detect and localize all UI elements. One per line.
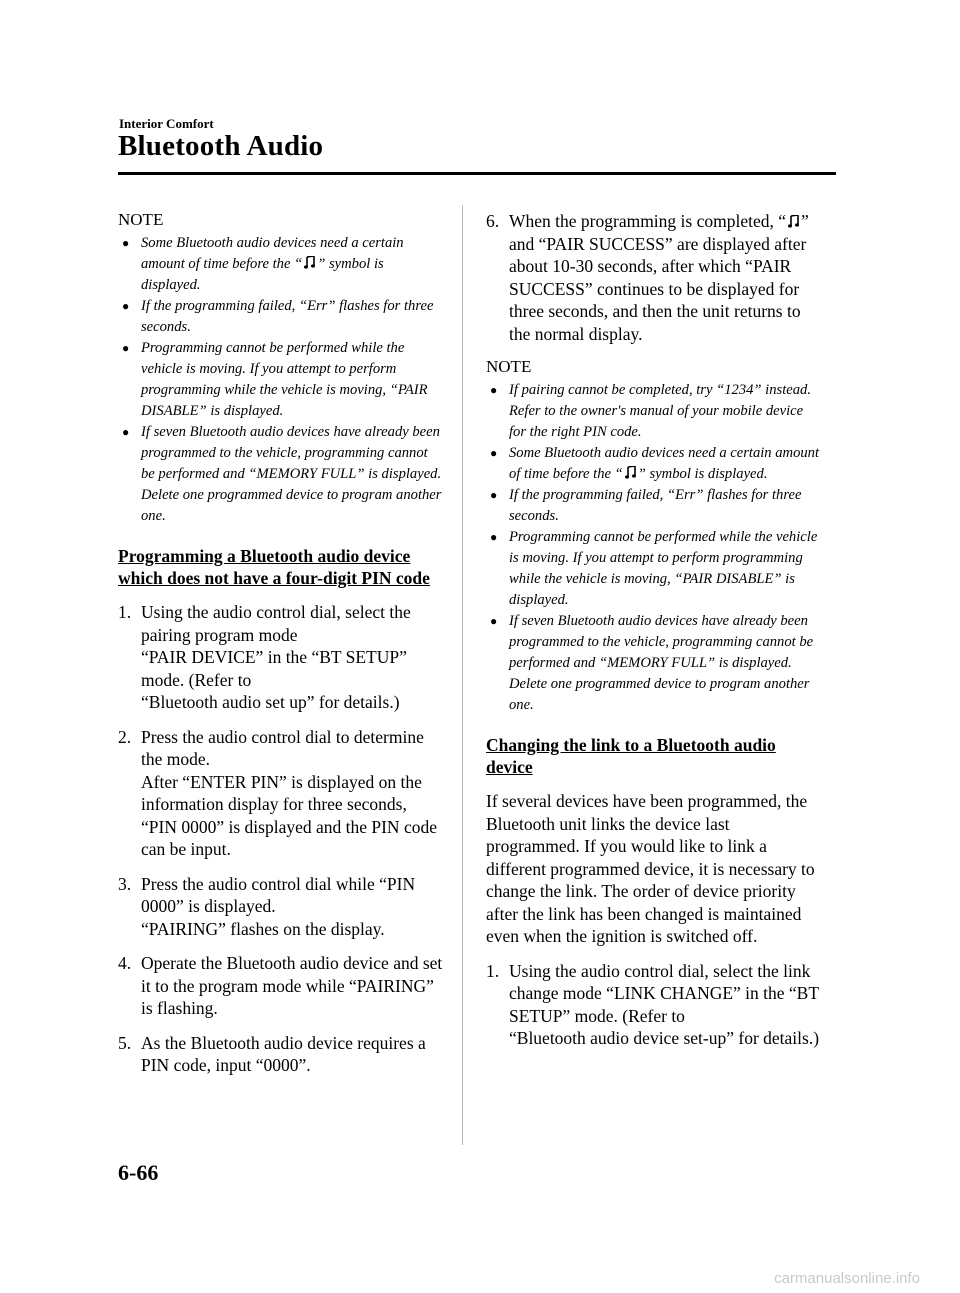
note-item: ● Programming cannot be performed while the vehicle is moving. If you attempt to perform programming while the vehicle is moving, “PAIR DISABLE” is displayed. (490, 529, 818, 608)
note-item: ● Some Bluetooth audio devices need a certain amount of time before the “ ” symbol is displayed. (122, 235, 404, 293)
note-item: ● Programming cannot be performed while the vehicle is moving. If you attempt to perform programming while the vehicle is moving, “PAIR DISABLE” is displayed. (122, 340, 428, 419)
bullet-icon: ● (122, 425, 130, 439)
step-item: 5. As the Bluetooth audio device requires a PIN code, input “0000”. (118, 1032, 426, 1075)
step-item: 2. Press the audio control dial to determine the mode. After “ENTER PIN” is displayed on the information display for three seconds, “PIN 0000” is displayed and the PIN code can be input. (118, 726, 437, 859)
step-item: 4. Operate the Bluetooth audio device and set it to the program mode while “PAIRING” is flashing. (118, 953, 443, 1018)
bullet-icon: ● (122, 236, 130, 250)
section-subheading: Programming a Bluetooth audio device which does not have a four-digit PIN code (118, 546, 430, 588)
note-item: ● If pairing cannot be completed, try “1234” instead. Refer to the owner's manual of your mobile device for the right PIN code. (490, 382, 811, 440)
left-column (118, 210, 443, 1089)
step-list (118, 601, 443, 1077)
note-item: ● If seven Bluetooth audio devices have already been programmed to the vehicle, programming cannot be performed and “MEMORY FULL” is displayed. Delete one programmed device to program another one. (490, 613, 814, 713)
note-item: ● If seven Bluetooth audio devices have already been programmed to the vehicle, programming cannot be performed and “MEMORY FULL” is displayed. Delete one programmed device to program another one. (122, 424, 442, 524)
note-label: NOTE (118, 210, 164, 229)
bullet-icon: ● (490, 383, 498, 397)
bullet-icon: ● (122, 299, 130, 313)
music-note-icon (788, 215, 799, 228)
step-item: 1. Using the audio control dial, select the pairing program mode “PAIR DEVICE” in the “BT SETUP” mode. (Refer to “Bluetooth audio set up” for details.) (118, 602, 411, 712)
note-item: ● If the programming failed, “Err” flashes for three seconds. (122, 298, 434, 335)
section-label: Interior Comfort (119, 116, 214, 131)
step-item: 1. Using the audio control dial, select the link change mode “LINK CHANGE” in the “BT SETUP” mode. (Refer to “Bluetooth audio device set-up” for details.) (486, 960, 820, 1048)
note-item: ● Some Bluetooth audio devices need a certain amount of time before the “ ” symbol is displayed. (490, 445, 820, 482)
note-list (118, 233, 443, 527)
music-note-icon (625, 466, 636, 479)
note-item: ● If the programming failed, “Err” flashes for three seconds. (490, 487, 802, 524)
bullet-icon: ● (490, 446, 498, 460)
title-rule (118, 172, 836, 175)
step-list (486, 960, 821, 1050)
column-divider (462, 205, 463, 1145)
bullet-icon: ● (490, 530, 498, 544)
page-title: Bluetooth Audio (118, 130, 324, 162)
page-number: 6-66 (118, 1160, 159, 1185)
right-column (486, 210, 821, 1062)
watermark: carmanualsonline.info (774, 1270, 920, 1287)
step-list (486, 210, 821, 345)
section-subheading: Changing the link to a Bluetooth audio device (486, 735, 776, 777)
bullet-icon: ● (490, 614, 498, 628)
step-item: 6. When the programming is completed, “ ” and “PAIR SUCCESS” are displayed after about 10-30 seconds, after which “PAIR SUCCESS” continues to be displayed for three seconds, and then the unit returns to the normal display. (486, 211, 809, 344)
bullet-icon: ● (490, 488, 498, 502)
step-item: 3. Press the audio control dial while “PIN 0000” is displayed. “PAIRING” flashes on the display. (118, 873, 416, 939)
bullet-icon: ● (122, 341, 130, 355)
music-note-icon (304, 256, 315, 269)
body-paragraph: If several devices have been programmed, the Bluetooth unit links the device last programmed. If you would like to link a different programmed device, it is necessary to change the link. The order of device priority after the link has been changed is maintained even when the ignition is switched off. (486, 791, 815, 946)
note-list (486, 380, 821, 716)
note-label: NOTE (486, 357, 532, 376)
